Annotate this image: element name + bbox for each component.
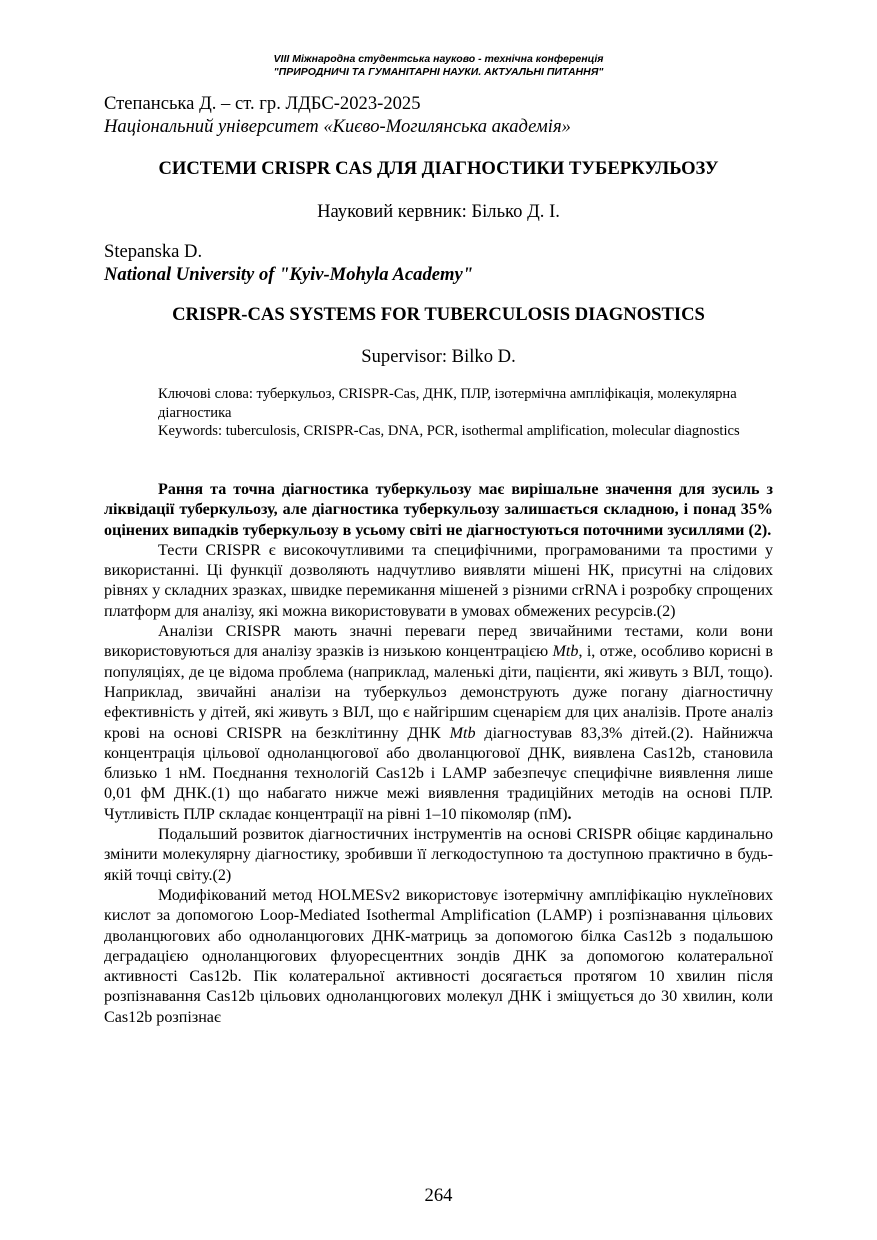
conference-theme: "ПРИРОДНИЧІ ТА ГУМАНІТАРНІ НАУКИ. АКТУАЛЬНІ ПИТАННЯ" <box>273 66 604 78</box>
keywords-block <box>158 385 748 441</box>
author-block-ua <box>104 92 784 138</box>
body-text <box>104 480 773 1028</box>
mtb-term: Mtb <box>449 724 476 742</box>
paper-title-ua: СИСТЕМИ CRISPR CAS ДЛЯ ДІАГНОСТИКИ ТУБЕРКУЛЬОЗУ <box>158 158 719 179</box>
affiliation-ua: Національний університет «Києво-Могилянська академія» <box>104 116 571 137</box>
mtb-term: Mtb <box>552 643 579 661</box>
author-name-en: Stepanska D. <box>104 241 203 262</box>
paragraph-holmes: Модифікований метод HOLMESv2 використовує ізотермічну ампліфікацію нуклеїнових кислот за допомогою Loop-Mediated Isothermal Amplification (LAMP) і розпізнавання цільових дволанцюгових або одноланцюгових ДНК-матриць за допомогою білка Cas12b з подальшою деградацією одноланцюгових флуоресцентних зондів ДНК за допомогою колатеральної активності Cas12b. Пік колатеральної активності досягається протягом 10 хвилин після розпізнавання Cas12b цільових одноланцюгових молекул ДНК і зміщується до 30 хвилин, коли Cas12b розпізнає <box>104 886 773 1026</box>
bold-period: . <box>567 805 572 823</box>
keywords-en: Keywords: tuberculosis, CRISPR-Cas, DNA, PCR, isothermal amplification, molecular diagnostics <box>158 423 740 439</box>
keywords-ua: Ключові слова: туберкульоз, CRISPR-Cas, ДНК, ПЛР, ізотермічна ампліфікація, молекулярна діагностика <box>158 386 737 421</box>
text-span: діагностував 83,3% дітей.(2). Найнижча концентрація цільової одноланцюгової або дволанцюгової ДНК, виявлена Cas12b, становила близько 1 нМ. Поєднання технологій Cas12b і LAMP забезпечує специфічне виявлення лише 0,01 фМ ДНК.(1) що набагато нижче межі виявлення традиційних методів на основі ПЛР. Чутливість ПЛР складає концентрації на рівні 1–10 пікомоляр (пМ) <box>104 724 773 823</box>
text-span: , і, отже, особливо корисні в популяціях, де це відома проблема (наприклад, маленькі діти, пацієнти, які живуть з ВІЛ, тощо). Наприклад, звичайні аналізи на туберкульоз демонструють дуже погану діагностичну ефективність у дітей, які живуть з ВІЛ, що є найгіршим сценарієм для цих аналізів. Проте аналіз крові на основі CRISPR на безклітинну ДНК <box>104 643 773 742</box>
author-name-ua: Степанська Д. – ст. гр. ЛДБС-2023-2025 <box>104 93 421 114</box>
page-number: 264 <box>424 1185 453 1206</box>
supervisor-ua: Науковий кервник: Білько Д. І. <box>317 201 560 222</box>
supervisor-en: Supervisor: Bilko D. <box>361 346 516 367</box>
text-span: Аналізи CRISPR мають значні переваги перед звичайними тестами, коли вони використовуються для аналізу зразків із низькою концентрацією <box>104 623 773 661</box>
paper-title-en: CRISPR-CAS SYSTEMS FOR TUBERCULOSIS DIAGNOSTICS <box>172 304 705 325</box>
conference-name: VIII Міжнародна студентська науково - технічна конференція <box>273 53 604 65</box>
paragraph-future: Подальший розвиток діагностичних інструментів на основі CRISPR обіцяє кардинально змінити молекулярну діагностику, зробивши її легкодоступною та доступною практично в будь-якій точці світу.(2) <box>104 826 773 884</box>
paragraph-crispr-tests: Тести CRISPR є високочутливими та специфічними, програмованими та простими у використанні. Ці функції дозволяють надчутливо виявляти мішені НК, присутні на слідових рівнях у складних зразках, швидке перемикання мішеней з різними crRNA і розробку спрощених платформ для аналізу, які можна використовувати в умовах обмежених ресурсів.(2) <box>104 541 773 620</box>
affiliation-en: National University of "Kyiv-Mohyla Academy" <box>104 264 474 285</box>
paragraph-intro: Рання та точна діагностика туберкульозу має вирішальне значення для зусиль з ліквідації туберкульозу, але діагностика туберкульозу залишається складною, і понад 35% оцінених випадків туберкульозу в усьому світі не діагностуються поточними зусиллями (2). <box>104 481 773 539</box>
paragraph-crispr-advantages <box>104 622 773 825</box>
conference-header <box>0 53 877 79</box>
author-block-en <box>104 240 784 286</box>
